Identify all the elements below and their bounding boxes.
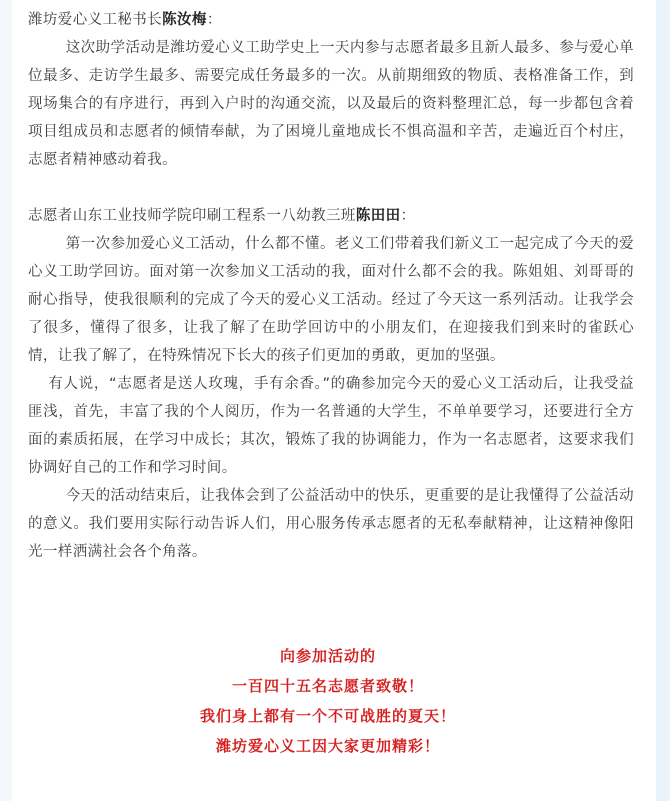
closing-line-4: 潍坊爱心义工因大家更加精彩！ <box>215 737 440 755</box>
speaker1-colon: ： <box>206 12 222 28</box>
article-body <box>28 6 634 566</box>
speaker2-paragraph-3: 今天的活动结束后，让我体会到了公益活动中的快乐，更重要的是让我懂得了公益活动的意义。我们要用实际行动告诉人们，用心服务传承志愿者的无私奉献精神，让这精神像阳光一样洒满社会各个角落。 <box>28 488 634 560</box>
speaker1-name: 陈汝梅 <box>162 12 207 28</box>
speaker2-paragraph-2: 有人说，“志愿者是送人玫瑰，手有余香。”的确参加完今天的爱心义工活动后，让我受益匪浅，首先，丰富了我的个人阅历，作为一名普通的大学生，不单单要学习，还要进行全方面的素质拓展，在学习中成长；其次，锻炼了我的协调能力，作为一名志愿者，这要求我们协调好自己的工作和学习时间。 <box>28 376 634 476</box>
section-spacer <box>28 174 634 202</box>
speaker2-paragraph-1: 第一次参加爱心义工活动，什么都不懂。老义工们带着我们新义工一起完成了今天的爱心义工助学回访。面对第一次参加义工活动的我，面对什么都不会的我。陈姐姐、刘哥哥的耐心指导，使我很顺利的完成了今天的爱心义工活动。经过了今天这一系列活动。让我学会了很多，懂得了很多，让我了解了在助学回访中的小朋友们，在迎接我们到来时的雀跃心情，让我了解了，在特殊情况下长大的孩子们更加的勇敢，更加的坚强。 <box>28 236 634 364</box>
speaker1-heading <box>28 6 634 34</box>
speaker2-heading <box>28 202 634 230</box>
right-margin-tint <box>656 0 670 801</box>
closing-line-3: 我们身上都有一个不可战胜的夏天！ <box>199 707 456 725</box>
speaker2-title: 志愿者山东工业技师学院印刷工程系一八幼教三班 <box>28 208 356 224</box>
closing-slogan <box>0 641 656 761</box>
speaker2-colon: ： <box>400 208 416 224</box>
closing-line-2: 一百四十五名志愿者致敬！ <box>231 677 424 695</box>
speaker1-paragraph: 这次助学活动是潍坊爱心义工助学史上一天内参与志愿者最多且新人最多、参与爱心单位最多、走访学生最多、需要完成任务最多的一次。从前期细致的物质、表格准备工作，到现场集合的有序进行，再到入户时的沟通交流，以及最后的资料整理汇总，每一步都包含着项目组成员和志愿者的倾情奉献，为了困境儿童地成长不惧高温和辛苦，走遍近百个村庄，志愿者精神感动着我。 <box>28 40 634 168</box>
speaker1-title: 潍坊爱心义工秘书长 <box>28 12 163 28</box>
speaker2-name: 陈田田 <box>355 208 401 224</box>
closing-line-1: 向参加活动的 <box>279 647 376 665</box>
